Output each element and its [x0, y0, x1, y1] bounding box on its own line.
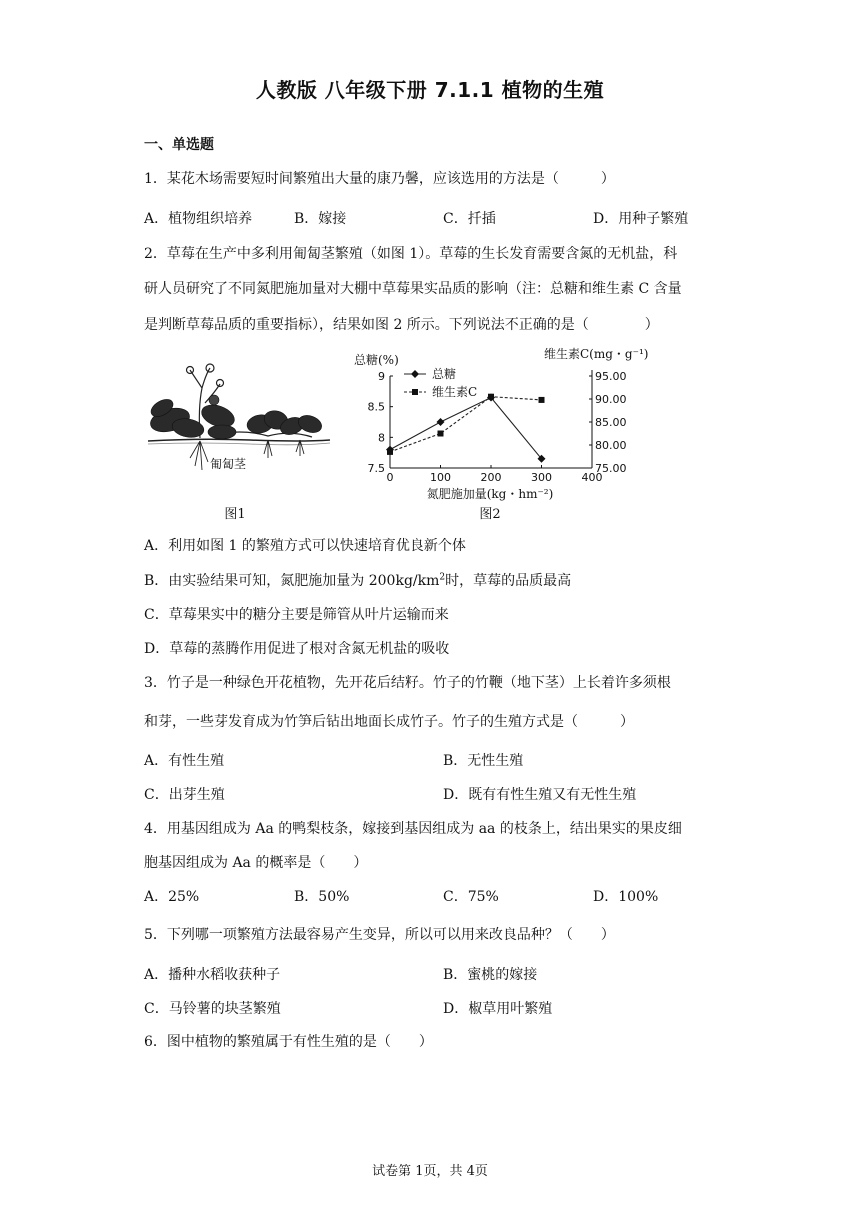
figure-1-caption: 图1: [224, 507, 246, 522]
chart-series: [386, 393, 546, 462]
x-tick-label: 200: [480, 471, 502, 484]
y-left-tick-label: 9: [378, 370, 385, 383]
series-line-1: [390, 398, 542, 459]
legend-label: 维生素C: [432, 385, 478, 399]
section-title: 一、单选题: [144, 137, 214, 153]
legend-marker-square: [412, 389, 418, 395]
question-3-option-c: C．出芽生殖: [144, 787, 225, 803]
chart-legend: [404, 366, 477, 399]
question-2-option-b-text: B．由实验结果可知，氮肥施加量为 200kg/km: [144, 573, 440, 589]
question-4-text-line-1: 4．用基因组成为 Aa 的鸭梨枝条，嫁接到基因组成为 aa 的枝条上，结出果实的果皮细: [144, 821, 682, 837]
question-5-option-a: A．播种水稻收获种子: [144, 967, 281, 983]
x-tick-label: 300: [531, 471, 552, 484]
superscript: 2: [439, 572, 446, 583]
question-5-option-c: C．马铃薯的块茎繁殖: [144, 1001, 281, 1017]
leaf-shapes: [148, 395, 324, 440]
y-right-tick-label: 85.00: [595, 416, 627, 429]
question-1-option-a: A．植物组织培养: [144, 211, 253, 227]
data-point-square: [488, 394, 494, 400]
question-2-option-d: D．草莓的蒸腾作用促进了根对含氮无机盐的吸收: [144, 641, 450, 657]
question-2-option-a: A．利用如图 1 的繁殖方式可以快速培育优良新个体: [144, 538, 466, 554]
question-4-text-line-2: 胞基因组成为 Aa 的概率是（ ）: [144, 855, 368, 871]
chart-right-axis-label: 维生素C(mg・g⁻¹): [544, 347, 649, 361]
question-1-option-d: D．用种子繁殖: [593, 211, 689, 227]
x-tick-label: 400: [581, 471, 603, 484]
question-2-option-b: [144, 570, 571, 590]
y-right-tick-label: 80.00: [595, 439, 627, 452]
y-left-tick-label: 8: [378, 431, 385, 445]
question-6-text: 6．图中植物的繁殖属于有性生殖的是（ ）: [144, 1034, 433, 1050]
question-4-option-d: D．100%: [593, 889, 659, 905]
question-2-text-line-1: 2．草莓在生产中多利用匍匐茎繁殖（如图 1）。草莓的生长发育需要含氮的无机盐，科: [144, 246, 678, 262]
data-point-diamond: [437, 418, 445, 426]
page-title: 人教版 八年级下册 7.1.1 植物的生殖: [255, 78, 605, 102]
chart-axes: [368, 370, 627, 484]
question-4-option-a: A．25%: [144, 889, 200, 905]
y-right-tick-label: 75.00: [595, 462, 627, 475]
y-right-tick-label: 95.00: [595, 370, 627, 383]
question-5-text: 5．下列哪一项繁殖方法最容易产生变异，所以可以用来改良品种？（ ）: [144, 927, 615, 943]
question-3-text-line-1: 3．竹子是一种绿色开花植物，先开花后结籽。竹子的竹鞭（地下茎）上长着许多须根: [144, 675, 671, 691]
legend-marker-diamond: [411, 370, 419, 378]
y-right-tick-label: 90.00: [595, 393, 627, 406]
figure-1-strawberry-runner: [140, 358, 340, 528]
question-2-text-line-3: 是判断草莓品质的重要指标），结果如图 2 所示。下列说法不正确的是（ ）: [144, 317, 659, 333]
question-3-option-d: D．既有有性生殖又有无性生殖: [443, 787, 637, 803]
x-tick-label: 0: [386, 471, 394, 484]
question-1-text: 1．某花木场需要短时间繁殖出大量的康乃馨，应该选用的方法是（ ）: [144, 171, 615, 187]
question-3-text-line-2: 和芽，一些芽发育成为竹笋后钻出地面长成竹子。竹子的生殖方式是（ ）: [144, 714, 634, 730]
question-1-option-b: B．嫁接: [294, 211, 347, 227]
question-2-option-b-tail: 时，草莓的品质最高: [445, 573, 572, 589]
series-line-2: [390, 397, 542, 452]
figure-2-chart: [340, 340, 680, 528]
figure-2-caption: 图2: [479, 507, 501, 522]
legend-label: 总糖: [432, 367, 457, 381]
y-left-tick-label: 8.5: [367, 400, 385, 414]
data-point-square: [539, 397, 545, 403]
x-tick-label: 100: [430, 471, 451, 484]
question-3-option-a: A．有性生殖: [144, 753, 225, 769]
data-point-square: [387, 449, 393, 455]
question-4-option-c: C．75%: [443, 889, 499, 905]
page-footer: 试卷第 1页，共 4页: [372, 1164, 488, 1179]
question-1-option-c: C．扦插: [443, 211, 496, 227]
question-5-option-d: D．椒草用叶繁殖: [443, 1001, 553, 1017]
chart-x-axis-label: 氮肥施加量(kg・hm⁻²): [426, 487, 554, 501]
chart-left-axis-label: 总糖(%): [354, 353, 399, 367]
question-5-option-b: B．蜜桃的嫁接: [443, 967, 538, 983]
question-2-text-line-2: 研人员研究了不同氮肥施加量对大棚中草莓果实品质的影响（注：总糖和维生素 C 含量: [144, 281, 682, 297]
data-point-square: [438, 431, 444, 437]
runner-label: 匍匐茎: [209, 457, 247, 471]
question-2-option-c: C．草莓果实中的糖分主要是筛管从叶片运输而来: [144, 607, 449, 623]
question-4-option-b: B．50%: [294, 889, 350, 905]
y-left-tick-label: 7.5: [367, 462, 385, 475]
question-3-option-b: B．无性生殖: [443, 753, 524, 769]
